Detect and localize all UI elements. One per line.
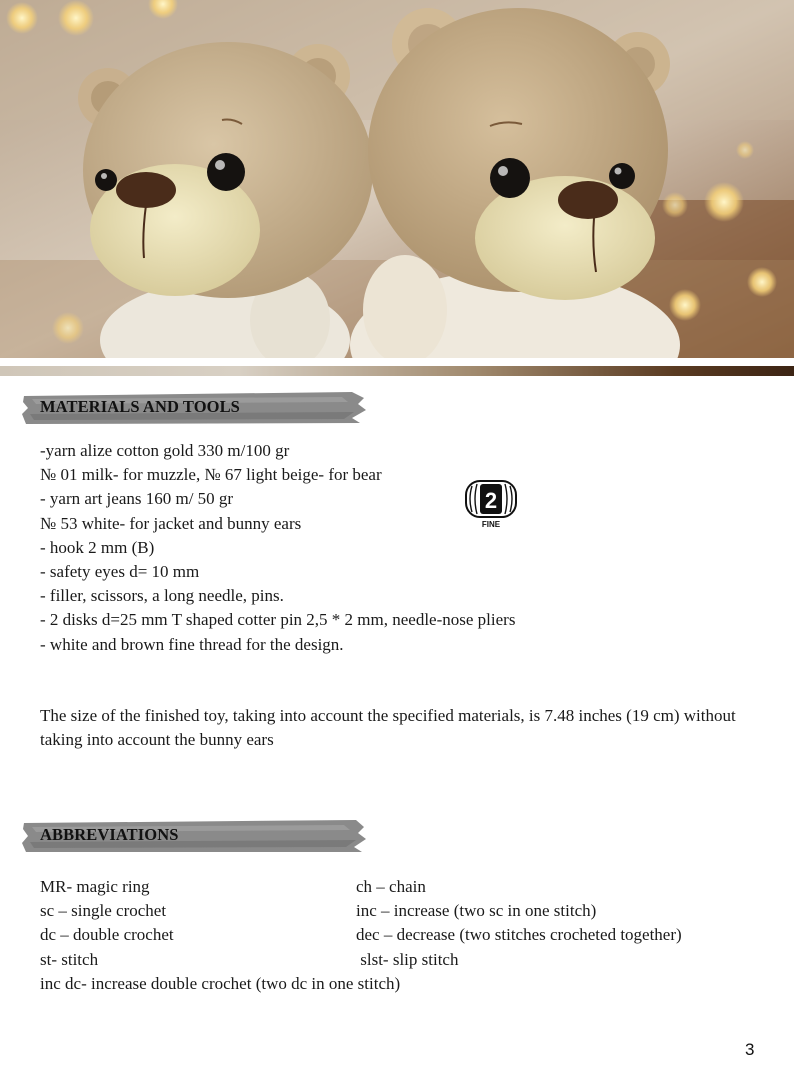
abbreviation-right: inc – increase (two sc in one stitch) (356, 901, 597, 921)
teddy-bears-illustration (0, 0, 794, 358)
materials-list (40, 439, 515, 657)
hero-separator (0, 358, 794, 366)
abbreviation-full-line: inc dc- increase double crochet (two dc in one stitch) (40, 973, 401, 993)
abbreviation-right: dec – decrease (two stitches crocheted together) (356, 925, 682, 945)
materials-line: - 2 disks d=25 mm T shaped cotter pin 2,5 * 2 mm, needle-nose pliers (40, 610, 516, 630)
materials-line: - safety eyes d= 10 mm (40, 562, 200, 582)
yarn-weight-badge (464, 480, 518, 532)
yarn-weight-label: FINE (481, 520, 501, 529)
materials-line: - hook 2 mm (B) (40, 537, 155, 557)
yarn-skein-icon (464, 480, 518, 520)
abbreviation-left: sc – single crochet (40, 901, 167, 921)
abbreviation-left: st- stitch (40, 949, 99, 969)
materials-heading-banner (22, 390, 366, 426)
materials-heading: MATERIALS AND TOOLS (40, 397, 240, 416)
hero-photo (0, 0, 794, 358)
abbreviation-right: ch – chain (356, 877, 426, 896)
abbreviation-left: dc – double crochet (40, 925, 174, 945)
materials-line: - yarn art jeans 160 m/ 50 gr (40, 489, 234, 509)
yarn-weight-number: 2 (484, 488, 498, 513)
materials-line: - white and brown fine thread for the design. (40, 634, 344, 654)
materials-line: № 01 milk- for muzzle, № 67 light beige- for bear (40, 465, 382, 485)
abbreviation-left: MR- magic ring (40, 877, 150, 896)
abbreviation-right: slst- slip stitch (356, 949, 459, 969)
materials-line: - filler, scissors, a long needle, pins. (40, 586, 284, 606)
materials-line: -yarn alize cotton gold 330 m/100 gr (40, 441, 290, 460)
abbreviations-heading-banner (22, 818, 366, 854)
abbreviations-heading: ABBREVIATIONS (40, 825, 179, 844)
hero-bottom-strip (0, 366, 794, 376)
page-number: 3 (745, 1040, 755, 1059)
materials-line: № 53 white- for jacket and bunny ears (40, 513, 302, 533)
finished-size-note: The size of the finished toy, taking into account the specified materials, is 7.48 inches (19 cm) without taking into account the bunny ears (40, 706, 736, 749)
